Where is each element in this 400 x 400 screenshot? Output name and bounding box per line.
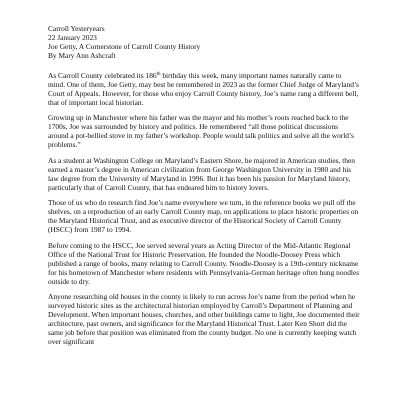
paragraph-1-text-b: birthday this week, many important names naturally came to mind. One of them, Joe Getty, may best be remembered in 2023 as the former Chief Judge of Maryland’s Court of Appeals. However, for those who enjoy Carroll County history, Joe’s name rang a different bell, that of important local historian. <box>48 71 359 107</box>
paragraph-1-text-a: As Carroll County celebrated its 186 <box>48 71 157 80</box>
column-name: Carroll Yesteryears <box>48 24 105 33</box>
paragraph-3: As a student at Washington College on Maryland’s Eastern Shore, he majored in American studies, then earned a master’s degree in American civilization from George Washington University in 1980 and his law degree from the University of Maryland in 1996. But it has been his passion for Maryland history, particularly that of Carroll County, that has endeared him to history lovers. <box>48 155 355 192</box>
paragraph-6: Anyone researching old houses in the county is likely to run across Joe’s name from the period when he surveyed historic sites as the architectural historian employed by Carroll’s Department of Planning and Development. When important houses, churches, and other buildings came to light, Joe documented their architecture, past owners, and significance for the Maryland Historical Trust. Later Ken Short did the same job before that position was eliminated from the county budget. No one is currently keeping watch over significant <box>48 291 360 346</box>
byline: By Mary Ann Ashcraft <box>48 51 116 60</box>
article-title: Joe Getty, A Cornerstone of Carroll County History <box>48 42 201 51</box>
article-header <box>48 24 360 60</box>
paragraph-4: Those of us who do research find Joe’s name everywhere we turn, in the reference books we pull off the shelves, on a reproduction of an early Carroll County map, on applications to place historic properties on the Maryland Historical Trust, and as executive director of the Historical Society of Carroll County (HSCC) from 1987 to 1994. <box>48 198 359 235</box>
paragraph-1 <box>48 71 360 107</box>
paragraph-2: Growing up in Manchester where his father was the mayor and his mother’s roots reached back to the 1700s, Joe was surrounded by history and politics. He remembered “all those political discussions around a pot-bellied stove in my father’s workshop. People would talk politics and solve all the world’s problems.” <box>48 113 354 150</box>
paragraph-5: Before coming to the HSCC, Joe served several years as Acting Director of the Mid-Atlantic Regional Office of the National Trust for Historic Preservation. He founded the Noodle-Doosey Press which published a range of books, many relating to Carroll County. Noodle-Doosey is a 19th-century nickname for his hometown of Manchester where residents with Pennsylvania-German heritage often hung noodles outside to dry. <box>48 240 360 286</box>
article-date: 22 January 2023 <box>48 33 97 42</box>
ordinal-suffix: th <box>156 72 161 77</box>
